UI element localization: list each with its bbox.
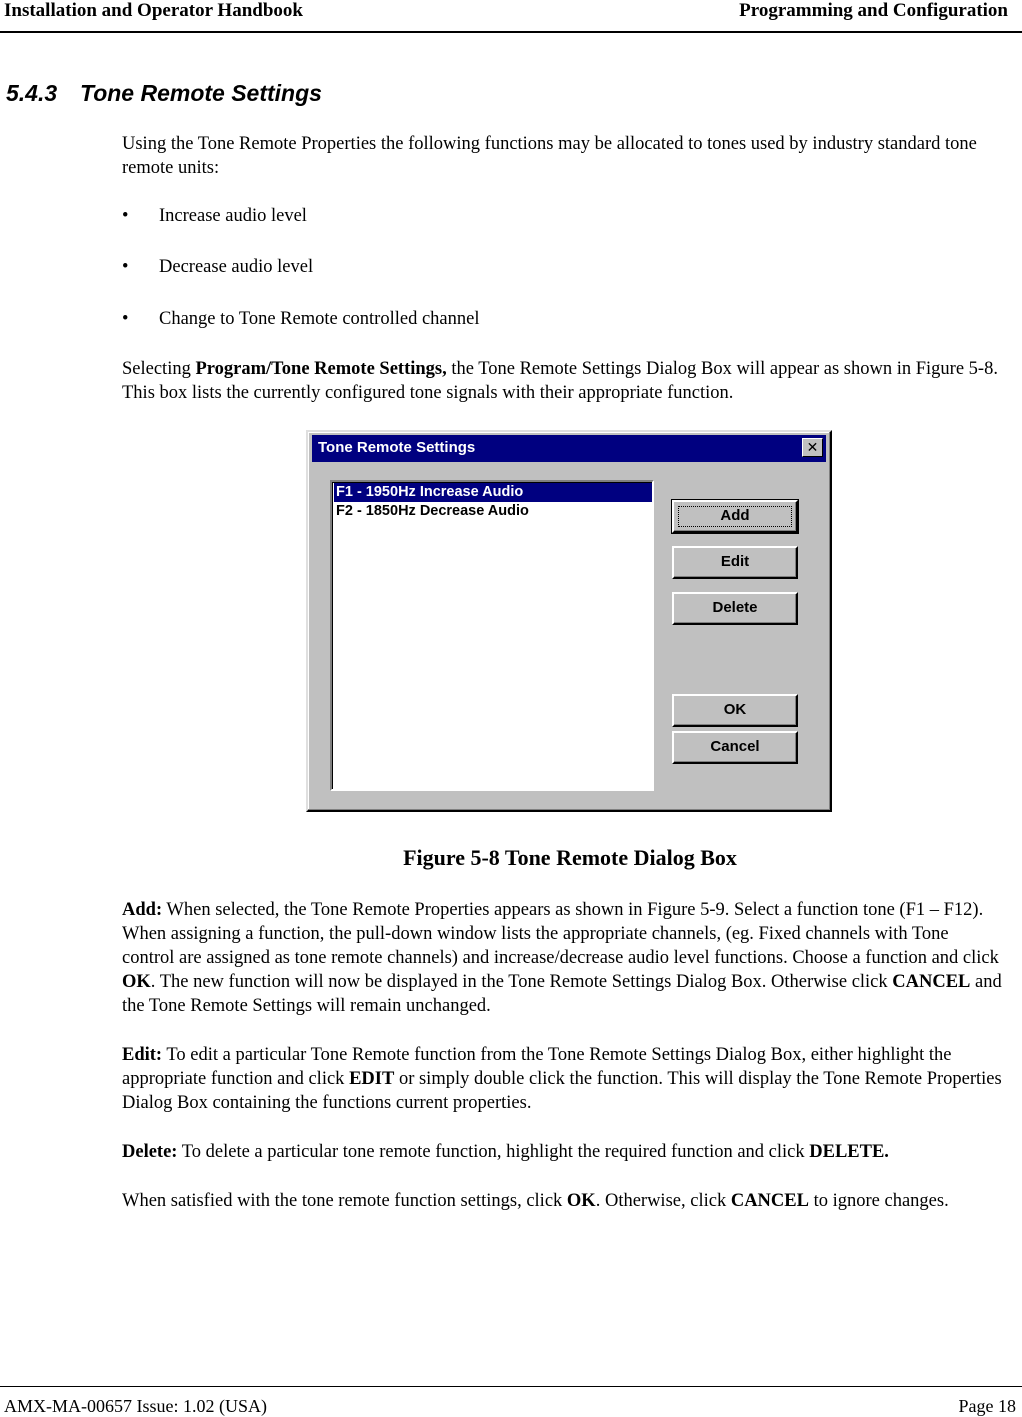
- add-text-1: When selected, the Tone Remote Properties appears as shown in Figure 5-9. Select a function tone (F1 – F12). When assigning a function, the pull-down window lists the appropriate channels, (eg. Fixed channels with Tone control are assigned as tone remote channels) and increase/decrease audio level functions. Choose a function and click: [122, 900, 999, 968]
- delete-text-1: To delete a particular tone remote function, highlight the required function and click: [177, 1142, 810, 1162]
- header-right-title: Programming and Configuration: [739, 0, 1008, 21]
- dialog-title: Tone Remote Settings: [318, 439, 476, 456]
- intro-paragraph: Using the Tone Remote Properties the following functions may be allocated to tones used by industry standard tone remote units:: [122, 134, 977, 178]
- tone-list-box[interactable]: [330, 480, 654, 791]
- bullet-dot: •: [122, 257, 129, 277]
- cancel-button[interactable]: [672, 731, 798, 764]
- final-cancel-keyword: CANCEL: [730, 1191, 809, 1211]
- bullet-text: Decrease audio level: [159, 257, 314, 277]
- section-heading: [6, 80, 322, 107]
- final-text-3: to ignore changes.: [808, 1191, 949, 1211]
- delete-paragraph: [122, 1140, 1002, 1164]
- delete-keyword: DELETE.: [809, 1142, 889, 1162]
- delete-button[interactable]: [672, 592, 798, 625]
- add-ok-keyword: OK: [122, 972, 151, 992]
- add-text-2: . The new function will now be displayed in the Tone Remote Settings Dialog Box. Otherwise click: [150, 972, 893, 992]
- dialog-titlebar[interactable]: [312, 435, 826, 462]
- bullet-text: Increase audio level: [159, 206, 307, 226]
- edit-label: Edit:: [122, 1045, 163, 1065]
- footer-document-id: AMX-MA-00657 Issue: 1.02 (USA): [4, 1396, 267, 1416]
- tone-remote-settings-dialog: [306, 430, 832, 812]
- add-button-label: Add: [720, 507, 750, 524]
- final-text-2: . Otherwise, click: [595, 1191, 731, 1211]
- edit-text-2: or simply double click the function. This will display the Tone Remote Properties Dialog Box containing the functions current properties.: [122, 1069, 1002, 1113]
- add-cancel-keyword: CANCEL: [892, 972, 971, 992]
- add-text-3: and the Tone Remote Settings will remain unchanged.: [122, 972, 1002, 1016]
- figure-caption: Figure 5-8 Tone Remote Dialog Box: [403, 845, 737, 870]
- edit-paragraph: [122, 1043, 1002, 1115]
- edit-button-label: Edit: [720, 553, 750, 570]
- selecting-text-post: the Tone Remote Settings Dialog Box will appear as shown in Figure 5-8. This box lists the currently configured tone signals with their appropriate function.: [122, 359, 998, 403]
- edit-text-1: To edit a particular Tone Remote function from the Tone Remote Settings Dialog Box, either highlight the appropriate function and click: [122, 1045, 952, 1089]
- close-button[interactable]: [802, 438, 823, 457]
- footer-page-number: Page 18: [958, 1396, 1016, 1416]
- edit-button[interactable]: [672, 546, 798, 579]
- list-item[interactable]: F2 - 1850Hz Decrease Audio: [336, 503, 529, 519]
- bullet-dot: •: [122, 206, 129, 226]
- selecting-paragraph: [122, 357, 1002, 405]
- ok-button[interactable]: [672, 694, 798, 727]
- selecting-text-pre: Selecting: [122, 359, 196, 379]
- edit-keyword: EDIT: [349, 1069, 395, 1089]
- selecting-menu-path: Program/Tone Remote Settings,: [195, 359, 447, 379]
- final-text-1: When satisfied with the tone remote function settings, click: [122, 1191, 567, 1211]
- section-number: 5.4.3: [6, 80, 58, 106]
- add-button[interactable]: [672, 500, 798, 533]
- cancel-button-label: Cancel: [710, 738, 760, 755]
- delete-label: Delete:: [122, 1142, 178, 1162]
- add-paragraph: [122, 898, 1002, 1018]
- close-icon: ✕: [806, 439, 819, 455]
- bullet-text: Change to Tone Remote controlled channel: [159, 309, 480, 329]
- delete-button-label: Delete: [712, 599, 758, 616]
- header-left-title: Installation and Operator Handbook: [4, 0, 303, 21]
- list-item[interactable]: F1 - 1950Hz Increase Audio: [334, 483, 652, 502]
- final-paragraph: [122, 1189, 1002, 1213]
- page-header: [0, 0, 1022, 33]
- section-title: Tone Remote Settings: [80, 80, 322, 106]
- final-ok-keyword: OK: [566, 1191, 596, 1211]
- add-label: Add:: [122, 900, 163, 920]
- ok-button-label: OK: [723, 701, 747, 718]
- bullet-dot: •: [122, 309, 129, 329]
- footer-rule: [0, 1386, 1022, 1387]
